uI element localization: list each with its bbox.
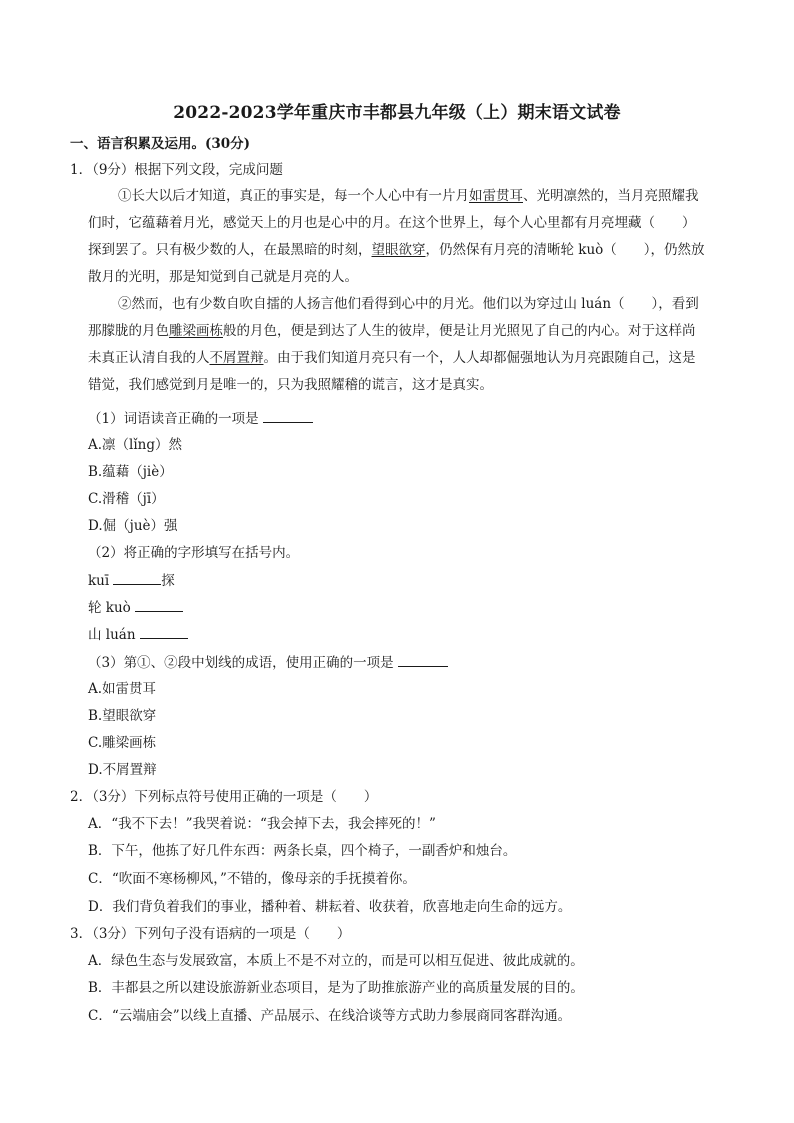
fill-item: kuī 探 — [88, 570, 175, 591]
answer-blank[interactable] — [263, 408, 313, 423]
option: C．“吹面不寒杨柳风，”不错的，像母亲的手抚摸着你。 — [88, 871, 416, 887]
answer-blank[interactable] — [398, 652, 448, 667]
underlined-idiom: 雕梁画栋 — [169, 323, 223, 339]
passage-line: 们时，它蕴藉着月光，感觉天上的月也是心中的月。在这个世界上，每个人心里都有月亮埋藏（ ） — [88, 215, 696, 231]
question-2-stem: 2．（3分）下列标点符号使用正确的一项是（ ） — [70, 789, 378, 805]
option: C．“云端庙会”以线上直播、产品展示、在线洽谈等方式助力参展商同客群沟通。 — [88, 1008, 572, 1024]
option: C.滑稽（jī） — [88, 491, 165, 507]
option: D.不屑置辩 — [88, 762, 157, 778]
passage-line: 散月的光明，那是知觉到自己就是月亮的人。 — [88, 269, 358, 285]
passage-line: 那朦胧的月色雕梁画栋般的月色，便是到达了人生的彼岸，便是让月光照见了自己的内心。对于这样尚 — [88, 323, 696, 339]
option: B.望眼欲穿 — [88, 708, 157, 724]
underlined-idiom: 不屑置辩 — [209, 350, 264, 366]
passage-line: 探到罢了。只有极少数的人，在最黑暗的时刻，望眼欲穿，仍然保有月亮的清晰轮 kuò（ ），仍然放 — [88, 242, 705, 258]
underlined-idiom: 如雷贯耳 — [469, 188, 523, 204]
option: A．绿色生态与发展致富，本质上不是不对立的，而是可以相互促进、彼此成就的。 — [88, 953, 584, 969]
subquestion-3: （3）第①、②段中划线的成语，使用正确的一项是 — [88, 652, 448, 673]
passage-line: ②然而，也有少数自吹自擂的人扬言他们看得到心中的月光。他们以为穿过山 luán（ ），看到 — [118, 296, 699, 312]
option: C.雕梁画栋 — [88, 735, 157, 751]
fill-item: 轮 kuò — [88, 597, 183, 618]
subquestion-2: （2）将正确的字形填写在括号内。 — [88, 545, 300, 561]
underlined-idiom: 望眼欲穿 — [371, 242, 426, 258]
question-1-stem: 1．（9分）根据下列文段，完成问题 — [70, 162, 283, 178]
option: D．我们背负着我们的事业，播种着、耕耘着、收获着，欣喜地走向生命的远方。 — [88, 899, 572, 915]
page-title: 2022-2023学年重庆市丰都县九年级（上）期末语文试卷 — [173, 103, 621, 123]
passage-line: 未真正认清自我的人不屑置辩。由于我们知道月亮只有一个，人人却都倔强地认为月亮跟随自己，这是 — [88, 350, 696, 366]
passage-line: 错觉，我们感觉到月是唯一的，只为我照耀稽的谎言，这才是真实。 — [88, 377, 493, 393]
option: B．丰都县之所以建设旅游新业态项目，是为了助推旅游产业的高质量发展的目的。 — [88, 980, 584, 996]
fill-item: 山 luán — [88, 624, 188, 645]
option: B.蕴藉（jiè） — [88, 464, 173, 480]
option: A．“我不下去！”我哭着说：“我会掉下去，我会摔死的！” — [88, 816, 436, 832]
option: B．下午，他拣了好几件东西：两条长桌，四个椅子，一副香炉和烛台。 — [88, 843, 517, 859]
section-heading: 一、语言积累及运用。(30分) — [70, 136, 251, 152]
question-3-stem: 3．（3分）下列句子没有语病的一项是（ ） — [70, 926, 351, 942]
subquestion-1: （1）词语读音正确的一项是 — [88, 408, 313, 429]
answer-blank[interactable] — [140, 624, 188, 639]
answer-blank[interactable] — [135, 597, 183, 612]
option: A.如雷贯耳 — [88, 681, 157, 697]
answer-blank[interactable] — [113, 570, 161, 585]
passage-line: ①长大以后才知道，真正的事实是，每一个人心中有一片月如雷贯耳、光明凛然的，当月亮照耀我 — [118, 188, 699, 204]
option: D.倔（juè）强 — [88, 518, 178, 534]
option: A.凛（lǐng）然 — [88, 437, 183, 453]
